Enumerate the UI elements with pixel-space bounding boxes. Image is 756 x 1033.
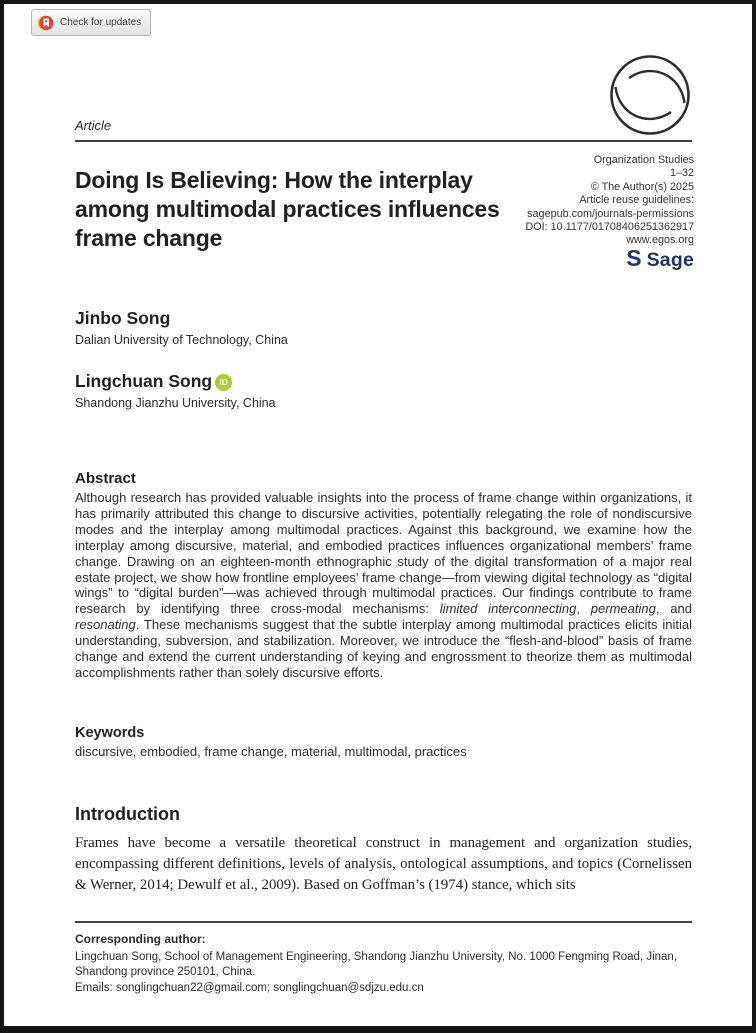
corresponding-author-block [75, 932, 692, 996]
author-block-1 [75, 308, 288, 347]
journal-copyright: © The Author(s) 2025 [590, 180, 694, 193]
reuse-guidelines-link[interactable]: sagepub.com/journals-permissions [527, 207, 694, 220]
reuse-guidelines-label: Article reuse guidelines: [579, 194, 694, 207]
footer-divider [75, 921, 692, 923]
article-type-label: Article [75, 118, 112, 133]
keywords-list: discursive, embodied, frame change, material, multimodal, practices [75, 744, 467, 759]
crossmark-icon [38, 15, 54, 31]
author-name: Lingchuan Song [75, 371, 213, 391]
journal-info-block [525, 154, 694, 248]
header-divider [75, 140, 692, 142]
author-affiliation: Dalian University of Technology, China [75, 333, 288, 347]
abstract-italic-term: limited interconnecting [439, 601, 577, 617]
sage-logo-wordmark: Sage [646, 249, 694, 271]
author-affiliation: Shandong Jianzhu University, China [75, 396, 276, 410]
corresponding-author-address: Lingchuan Song, School of Management Engineering, Shandong Jianzhu University, No. 1000 Fengming Road, Jinan, Shandong province 250101, China. [75, 950, 678, 978]
abstract-segment: , [576, 601, 591, 617]
abstract-heading: Abstract [75, 470, 136, 487]
sage-logo [626, 247, 694, 272]
author-name: Jinbo Song [75, 308, 171, 328]
keywords-heading: Keywords [75, 725, 145, 741]
abstract-italic-term: permeating [590, 601, 656, 617]
corresponding-author-emails[interactable]: Emails: songlingchuan22@gmail.com; songlingchuan@sdjzu.edu.cn [75, 981, 424, 994]
doi-link[interactable]: DOI: 10.1177/01708406251362917 [525, 221, 694, 234]
paper-title: Doing Is Believing: How the interplay among multimodal practices influences frame change [75, 167, 500, 251]
abstract-segment: . These mechanisms suggest that the subtle interplay among multimodal practices elicits initial understanding, subversion, and stabilization. Moreover, we introduce the “flesh-and-blood” basis of frame change and extend the current understanding of keying and engrossment to theorize them as multimodal accomplishments rather than solely discursive efforts. [75, 617, 692, 680]
orcid-icon[interactable]: iD [215, 374, 232, 391]
abstract-segment: Although research has provided valuable insights into the process of frame change within organizations, it has primarily attributed this change to discursive activities, potentially relegating the role of nondiscursive modes and the interplay among multimodal practices. Against this background, we examine how the interplay among discursive, material, and embodied practices influences organizational members’ frame change. Drawing on an eighteen-month ethnographic study of the digital transformation of a major real estate project, we show how frontline employees’ frame change—from viewing digital technology as “digital wings” to “digital burden”—was achieved through multimodal practices. Our findings contribute to frame research by identifying three cross-modal mechanisms: [75, 490, 692, 617]
introduction-paragraph: Frames have become a versatile theoretical construct in management and organization studies, encompassing different definitions, levels of analysis, ontological assumptions, and topics (Cornelissen & Werner, 2014; Dewulf et al., 2009). Based on Goffman’s (1974) stance, which sits [75, 835, 692, 893]
abstract-segment: , and [655, 601, 692, 617]
check-for-updates-button[interactable] [31, 9, 151, 36]
sage-logo-mark-icon: S [626, 245, 642, 271]
journal-name: Organization Studies [593, 154, 694, 166]
egos-logo-icon [608, 53, 692, 137]
abstract-text [75, 490, 692, 681]
introduction-heading: Introduction [75, 804, 180, 824]
corresponding-author-heading: Corresponding author: [75, 932, 206, 946]
author-block-2 [75, 371, 276, 410]
egos-website-link[interactable]: www.egos.org [626, 234, 694, 247]
abstract-italic-term: resonating [75, 617, 136, 633]
journal-pages: 1–32 [669, 167, 694, 180]
check-for-updates-label: Check for updates [60, 17, 142, 28]
